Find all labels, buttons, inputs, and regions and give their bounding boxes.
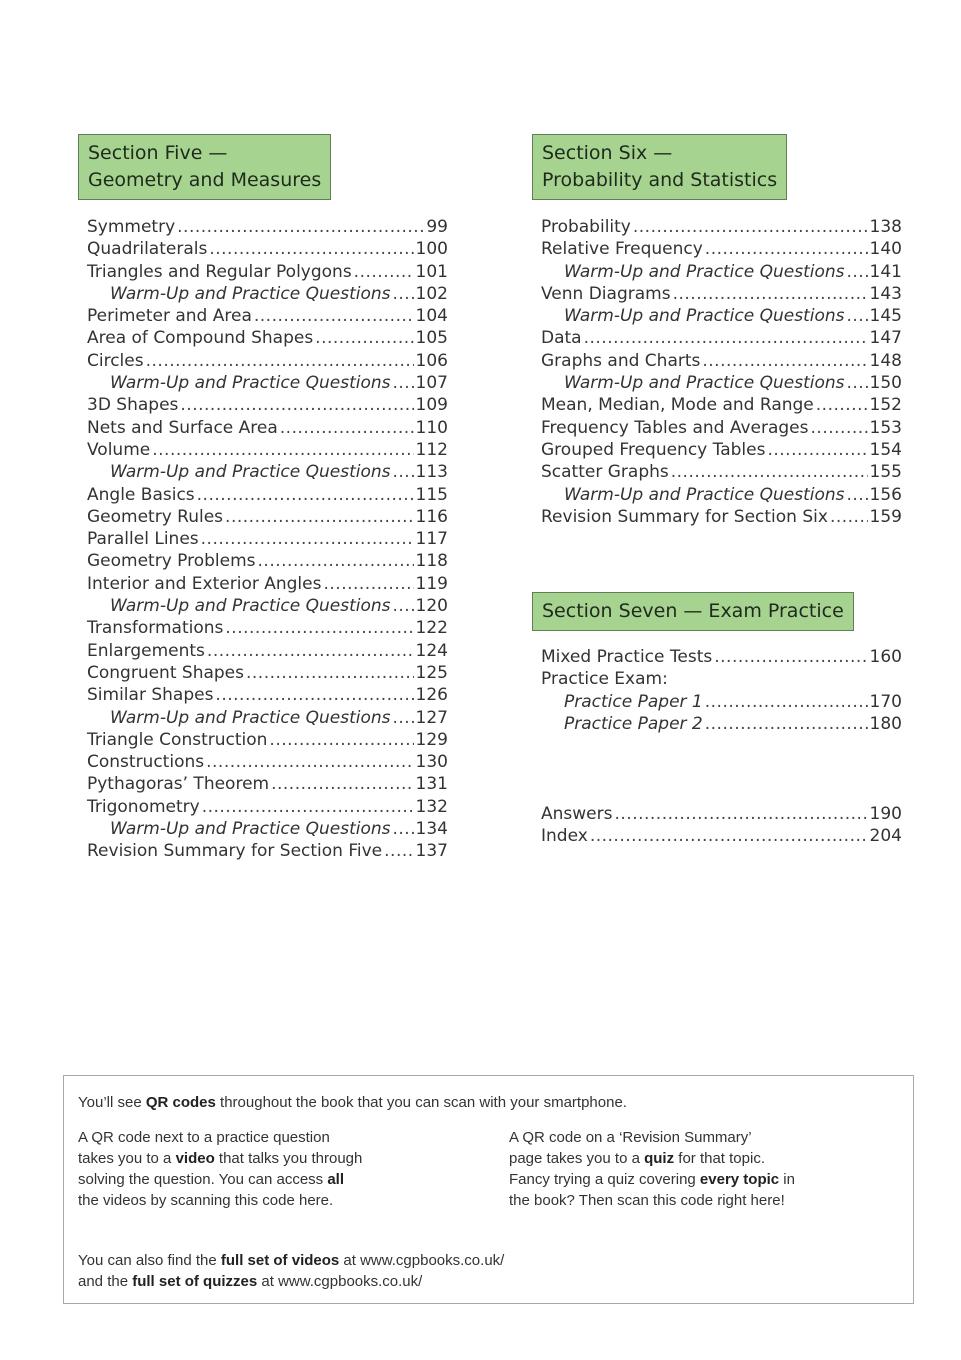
back-matter-toc (541, 803, 902, 848)
toc-entry-title: Warm-Up and Practice Questions (110, 283, 391, 304)
dot-leader (225, 617, 413, 639)
dot-leader (225, 506, 414, 528)
toc-entry-title: Warm-Up and Practice Questions (110, 707, 391, 728)
dot-leader (847, 305, 868, 327)
toc-entry-title: Warm-Up and Practice Questions (110, 373, 391, 394)
toc-entry-page: 170 (869, 691, 902, 712)
toc-entry[interactable] (541, 216, 902, 238)
section-six-toc (532, 216, 902, 528)
toc-entry-page: 106 (415, 350, 448, 371)
toc-entry[interactable] (87, 773, 448, 795)
dot-leader (393, 818, 414, 840)
section-six-title-line2: Probability and Statistics (542, 169, 778, 191)
toc-entry[interactable] (541, 646, 902, 668)
toc-entry-page: 190 (869, 804, 902, 824)
section-six (532, 134, 902, 528)
toc-entry[interactable] (541, 713, 902, 735)
toc-entry[interactable] (87, 305, 448, 327)
toc-entry[interactable] (541, 439, 902, 461)
toc-entry-page: 115 (415, 484, 448, 505)
dot-leader (209, 238, 413, 260)
dot-leader (847, 261, 868, 283)
section-five-title-line1: Section Five — (88, 142, 228, 164)
toc-entry-title: Scatter Graphs (541, 462, 669, 483)
toc-entry-page: 118 (415, 551, 448, 572)
toc-entry[interactable] (87, 461, 448, 483)
toc-entry-title: Angle Basics (87, 484, 195, 505)
toc-entry-page: 105 (415, 328, 448, 349)
toc-entry-title: Answers (541, 804, 613, 824)
dot-leader (767, 439, 867, 461)
section-five (78, 134, 448, 863)
toc-entry[interactable] (87, 439, 448, 461)
dot-leader (180, 394, 413, 416)
toc-entry-page: 153 (869, 417, 902, 438)
dot-leader (705, 238, 868, 260)
toc-entry-page: 127 (415, 707, 448, 728)
toc-entry[interactable] (87, 617, 448, 639)
toc-entry[interactable] (87, 283, 448, 305)
section-seven-toc (541, 646, 902, 735)
dot-leader (206, 751, 413, 773)
toc-entry-page: 131 (415, 774, 448, 795)
toc-entry-title: Frequency Tables and Averages (541, 417, 809, 438)
dot-leader (393, 372, 414, 394)
toc-entry-page: 104 (415, 306, 448, 327)
toc-entry-title: Volume (87, 439, 151, 460)
toc-entry-page: 138 (869, 217, 902, 237)
toc-entry-title: Index (541, 826, 588, 847)
section-five-heading (78, 134, 331, 200)
dot-leader (315, 327, 413, 349)
toc-entry-title: Geometry Problems (87, 551, 256, 572)
toc-entry-title: Quadrilaterals (87, 239, 208, 260)
dot-leader (714, 646, 867, 668)
toc-entry-page: 143 (869, 283, 902, 304)
toc-entry[interactable] (87, 350, 448, 372)
qr-footer-text: You can also find the full set of videos at www.cgpbooks.co.uk/ and the full set of quizzes at www.cgpbooks.co.uk/ (78, 1252, 505, 1290)
toc-entry-page: 100 (415, 239, 448, 260)
toc-entry-title: Enlargements (87, 640, 205, 661)
dot-leader (215, 684, 413, 706)
toc-entry-title: Area of Compound Shapes (87, 328, 314, 349)
toc-entry[interactable] (541, 238, 902, 260)
dot-leader (246, 662, 414, 684)
dot-leader (197, 484, 414, 506)
dot-leader (614, 803, 867, 825)
dot-leader (323, 573, 413, 595)
toc-entry-title: Similar Shapes (87, 685, 214, 706)
toc-entry-title: Interior and Exterior Angles (87, 573, 322, 594)
dot-leader (811, 417, 868, 439)
toc-entry[interactable] (541, 327, 902, 349)
toc-entry[interactable] (87, 238, 448, 260)
toc-entry-page: 117 (415, 529, 448, 550)
toc-entry-title: Symmetry (87, 217, 176, 237)
dot-leader (393, 283, 414, 305)
toc-entry[interactable] (87, 640, 448, 662)
toc-entry[interactable] (541, 372, 902, 394)
toc-entry[interactable] (87, 595, 448, 617)
toc-entry-page: 109 (415, 395, 448, 416)
toc-entry-title: Warm-Up and Practice Questions (564, 373, 845, 394)
toc-entry-page: 141 (869, 261, 902, 282)
dot-leader (280, 417, 414, 439)
toc-entry[interactable] (87, 840, 448, 862)
toc-entry-page: 125 (415, 662, 448, 683)
toc-entry-page: 112 (415, 439, 448, 460)
toc-entry-page: 156 (869, 484, 902, 505)
toc-entry-title: Perimeter and Area (87, 306, 252, 327)
toc-entry[interactable] (87, 662, 448, 684)
dot-leader (177, 216, 424, 238)
toc-entry-page: 147 (869, 328, 902, 349)
toc-entry[interactable] (87, 751, 448, 773)
toc-entry[interactable] (87, 707, 448, 729)
toc-entry-title: Venn Diagrams (541, 283, 671, 304)
dot-leader (393, 595, 414, 617)
toc-entry-page: 132 (415, 796, 448, 817)
toc-entry-title: Circles (87, 350, 144, 371)
qr-intro-text: You’ll see QR codes throughout the book that you can scan with your smartphone. (78, 1094, 627, 1111)
toc-entry-title: Data (541, 328, 582, 349)
dot-leader (702, 350, 867, 372)
dot-leader (152, 439, 413, 461)
dot-leader (384, 840, 413, 862)
toc-entry[interactable] (87, 506, 448, 528)
toc-entry-page: 180 (869, 713, 902, 734)
toc-entry[interactable] (541, 283, 902, 305)
toc-entry-title: Warm-Up and Practice Questions (564, 484, 845, 505)
toc-entry-title: Mean, Median, Mode and Range (541, 395, 814, 416)
toc-entry-title: Warm-Up and Practice Questions (110, 819, 391, 840)
toc-entry-page: 119 (415, 573, 448, 594)
toc-entry-page: 155 (869, 462, 902, 483)
dot-leader (146, 350, 414, 372)
toc-entry-title: Trigonometry (87, 796, 200, 817)
toc-entry[interactable] (87, 394, 448, 416)
toc-entry-page: 110 (415, 417, 448, 438)
dot-leader (269, 729, 413, 751)
toc-entry-title: Relative Frequency (541, 239, 703, 260)
toc-entry-page: 102 (415, 283, 448, 304)
toc-entry[interactable] (87, 417, 448, 439)
dot-leader (705, 691, 868, 713)
toc-entry[interactable] (541, 484, 902, 506)
dot-leader (207, 640, 414, 662)
dot-leader (271, 773, 413, 795)
section-five-title-line2: Geometry and Measures (88, 169, 322, 191)
toc-entry-title: Nets and Surface Area (87, 417, 278, 438)
toc-entry-page: 120 (415, 596, 448, 617)
toc-entry-title: Parallel Lines (87, 529, 199, 550)
toc-entry[interactable] (541, 261, 902, 283)
dot-leader (816, 394, 868, 416)
toc-entry-title: Mixed Practice Tests (541, 647, 713, 667)
toc-entry-page: 160 (869, 647, 902, 667)
toc-entry-page: 154 (869, 439, 902, 460)
dot-leader (590, 825, 868, 847)
toc-entry-page: 137 (415, 841, 448, 862)
toc-entry[interactable] (87, 729, 448, 751)
toc-entry[interactable] (87, 550, 448, 572)
toc-entry-title: Practice Paper 1 (564, 691, 703, 712)
dot-leader (830, 506, 868, 528)
toc-entry-page: 107 (415, 373, 448, 394)
toc-entry-title: Transformations (87, 618, 224, 639)
toc-entry-page: 159 (869, 506, 902, 527)
toc-entry-page: 150 (869, 373, 902, 394)
toc-entry-title: Graphs and Charts (541, 350, 701, 371)
toc-entry[interactable] (541, 305, 902, 327)
toc-entry-page: 152 (869, 395, 902, 416)
toc-entry[interactable] (87, 528, 448, 550)
toc-entry[interactable] (541, 461, 902, 483)
toc-entry[interactable] (541, 506, 902, 528)
toc-entry[interactable] (541, 394, 902, 416)
toc-entry-title: Revision Summary for Section Six (541, 506, 828, 527)
toc-entry[interactable] (541, 668, 902, 690)
toc-entry-title: Warm-Up and Practice Questions (110, 596, 391, 617)
toc-entry[interactable] (87, 216, 448, 238)
toc-entry-title: Practice Paper 2 (564, 713, 703, 734)
toc-entry-title: Geometry Rules (87, 506, 224, 527)
toc-entry-page: 99 (426, 217, 448, 237)
toc-entry[interactable] (87, 796, 448, 818)
toc-entry[interactable] (87, 684, 448, 706)
qr-code-info-box (63, 1075, 914, 1304)
toc-entry-page: 140 (869, 239, 902, 260)
section-seven-heading: Section Seven — Exam Practice (532, 592, 854, 631)
dot-leader (393, 707, 414, 729)
dot-leader (254, 305, 414, 327)
toc-entry-page: 204 (869, 826, 902, 847)
dot-leader (201, 528, 414, 550)
toc-entry-page: 122 (415, 618, 448, 639)
dot-leader (354, 261, 414, 283)
dot-leader (202, 796, 414, 818)
section-six-heading (532, 134, 787, 200)
toc-entry-page: 145 (869, 306, 902, 327)
toc-entry[interactable] (541, 417, 902, 439)
toc-entry-title: Grouped Frequency Tables (541, 439, 766, 460)
toc-entry[interactable] (87, 261, 448, 283)
toc-entry-page: 101 (415, 261, 448, 282)
dot-leader (847, 372, 868, 394)
toc-entry-page: 126 (415, 685, 448, 706)
section-five-toc (78, 216, 448, 863)
toc-entry-title: Probability (541, 217, 631, 237)
toc-entry[interactable] (541, 803, 902, 825)
dot-leader (673, 283, 868, 305)
toc-entry-page: 113 (415, 462, 448, 483)
dot-leader (633, 216, 868, 238)
toc-entry[interactable] (87, 484, 448, 506)
section-six-title-line1: Section Six — (542, 142, 673, 164)
toc-entry-title: 3D Shapes (87, 395, 179, 416)
toc-entry[interactable] (87, 818, 448, 840)
dot-leader (393, 461, 414, 483)
dot-leader (671, 461, 868, 483)
toc-entry-page: 148 (869, 350, 902, 371)
toc-entry[interactable] (87, 327, 448, 349)
dot-leader (584, 327, 868, 349)
dot-leader (847, 484, 868, 506)
toc-entry[interactable] (541, 691, 902, 713)
toc-entry-page: 124 (415, 640, 448, 661)
toc-entry-title: Constructions (87, 752, 205, 773)
toc-entry-page: 130 (415, 752, 448, 773)
qr-video-info: A QR code next to a practice question takes you to a video that talks you through solving the question. You can access all the videos by scanning this code here. (78, 1129, 363, 1209)
toc-entry-title: Congruent Shapes (87, 662, 244, 683)
toc-entry-title: Revision Summary for Section Five (87, 841, 383, 862)
toc-entry-title: Warm-Up and Practice Questions (564, 261, 845, 282)
dot-leader (705, 713, 868, 735)
toc-entry[interactable] (87, 372, 448, 394)
toc-entry[interactable] (87, 573, 448, 595)
toc-entry-title: Practice Exam: (541, 669, 668, 690)
qr-quiz-info: A QR code on a ‘Revision Summary’ page takes you to a quiz for that topic. Fancy trying a quiz covering every topic in the book? Then scan this code right here! (509, 1129, 795, 1209)
toc-entry[interactable] (541, 350, 902, 372)
toc-entry-title: Warm-Up and Practice Questions (564, 306, 845, 327)
toc-entry-page: 116 (415, 506, 448, 527)
toc-entry-title: Triangles and Regular Polygons (87, 261, 352, 282)
dot-leader (258, 550, 414, 572)
toc-entry-title: Triangle Construction (87, 729, 268, 750)
toc-entry-title: Warm-Up and Practice Questions (110, 462, 391, 483)
toc-entry-title: Pythagoras’ Theorem (87, 774, 270, 795)
toc-entry-page: 134 (415, 819, 448, 840)
toc-entry[interactable] (541, 825, 902, 847)
toc-entry-page: 129 (415, 729, 448, 750)
